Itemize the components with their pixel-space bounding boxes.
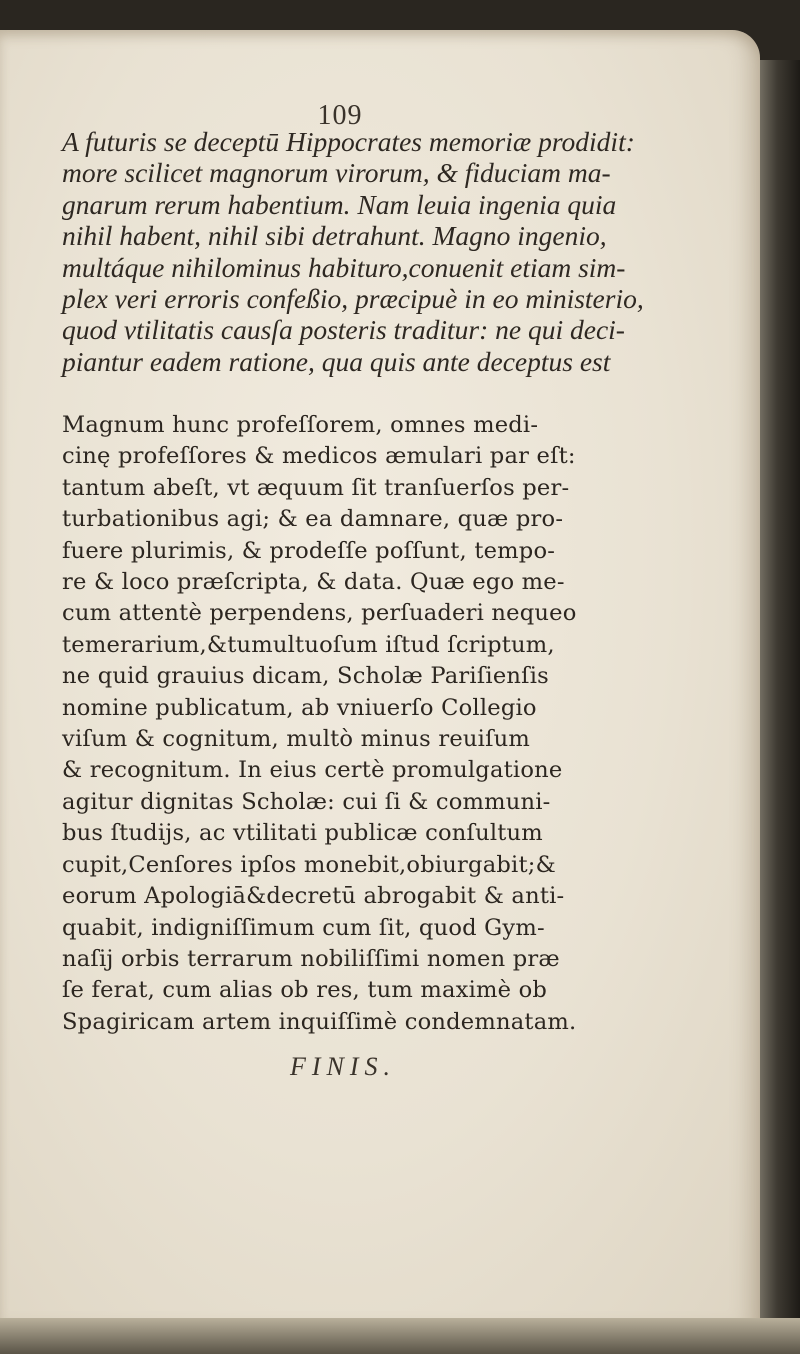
text-line: cinę profeſſores & medicos æmulari par eſt: [62, 443, 576, 470]
text-line: ne quid grauius dicam, Scholæ Pariſienſis [62, 663, 549, 690]
text-line: nihil habent, nihil sibi detrahunt. Magno ingenio, [62, 220, 607, 252]
text-line: nomine publicatum, ab vniuerſo Collegio [62, 694, 537, 721]
text-line: quabit, indigniſſimum cum ſit, quod Gym- [62, 914, 545, 941]
text-line: multáque nihilominus habituro,conuenit etiam sim- [62, 251, 626, 283]
text-line: A futuris se deceptū Hippocrates memoriæ prodidit: [62, 126, 635, 157]
roman-paragraph [62, 410, 730, 1038]
text-line: ſe ferat, cum alias ob res, tum maximè ob [62, 977, 548, 1004]
finis-label: FINIS. [290, 1052, 397, 1081]
page-bottom-edge [0, 1318, 800, 1354]
text-line: temerarium,&tumultuoſum iſtud ſcriptum, [62, 631, 555, 658]
text-line: naſij orbis terrarum nobiliſſimi nomen præ [62, 945, 560, 972]
text-line: fuere plurimis, & prodeſſe poſſunt, tempo- [62, 537, 556, 564]
text-line: piantur eadem ratione, qua quis ante deceptus est [62, 345, 611, 377]
text-line: Magnum hunc profeſſorem, omnes medi- [62, 412, 539, 438]
page-number: 109 [317, 100, 363, 131]
text-line: re & loco præſcripta, & data. Quæ ego me- [62, 569, 565, 596]
text-line: turbationibus agi; & ea damnare, quæ pro- [62, 506, 564, 533]
italic-paragraph [62, 126, 734, 377]
text-line: plex veri erroris confeßio, præcipuè in eo ministerio, [62, 283, 644, 315]
text-line: bus ſtudijs, ac vtilitati publicæ conſultum [62, 820, 543, 847]
text-line: gnarum rerum habentium. Nam leuia ingenia quia [62, 188, 617, 220]
text-line: quod vtilitatis causſa posteris traditur: ne qui deci- [62, 314, 625, 346]
text-line: & recognitum. In eius certè promulgatione [62, 757, 563, 784]
text-line: viſum & cognitum, multò minus reuiſum [62, 726, 531, 753]
text-line: cupit,Cenſores ipſos monebit,obiurgabit;& [62, 851, 556, 878]
text-line: eorum Apologiā&decretū abrogabit & anti- [62, 883, 565, 910]
text-line: more scilicet magnorum virorum, & fiduciam ma- [62, 157, 611, 189]
text-line: tantum abeſt, vt æquum ſit tranſuerſos per- [62, 474, 570, 501]
text-line: Spagiricam artem inquiſſimè condemnatam. [62, 1008, 577, 1035]
text-line: agitur dignitas Scholæ: cui ſi & communi- [62, 788, 551, 815]
text-line: cum attentè perpendens, perſuaderi nequeo [62, 600, 577, 627]
